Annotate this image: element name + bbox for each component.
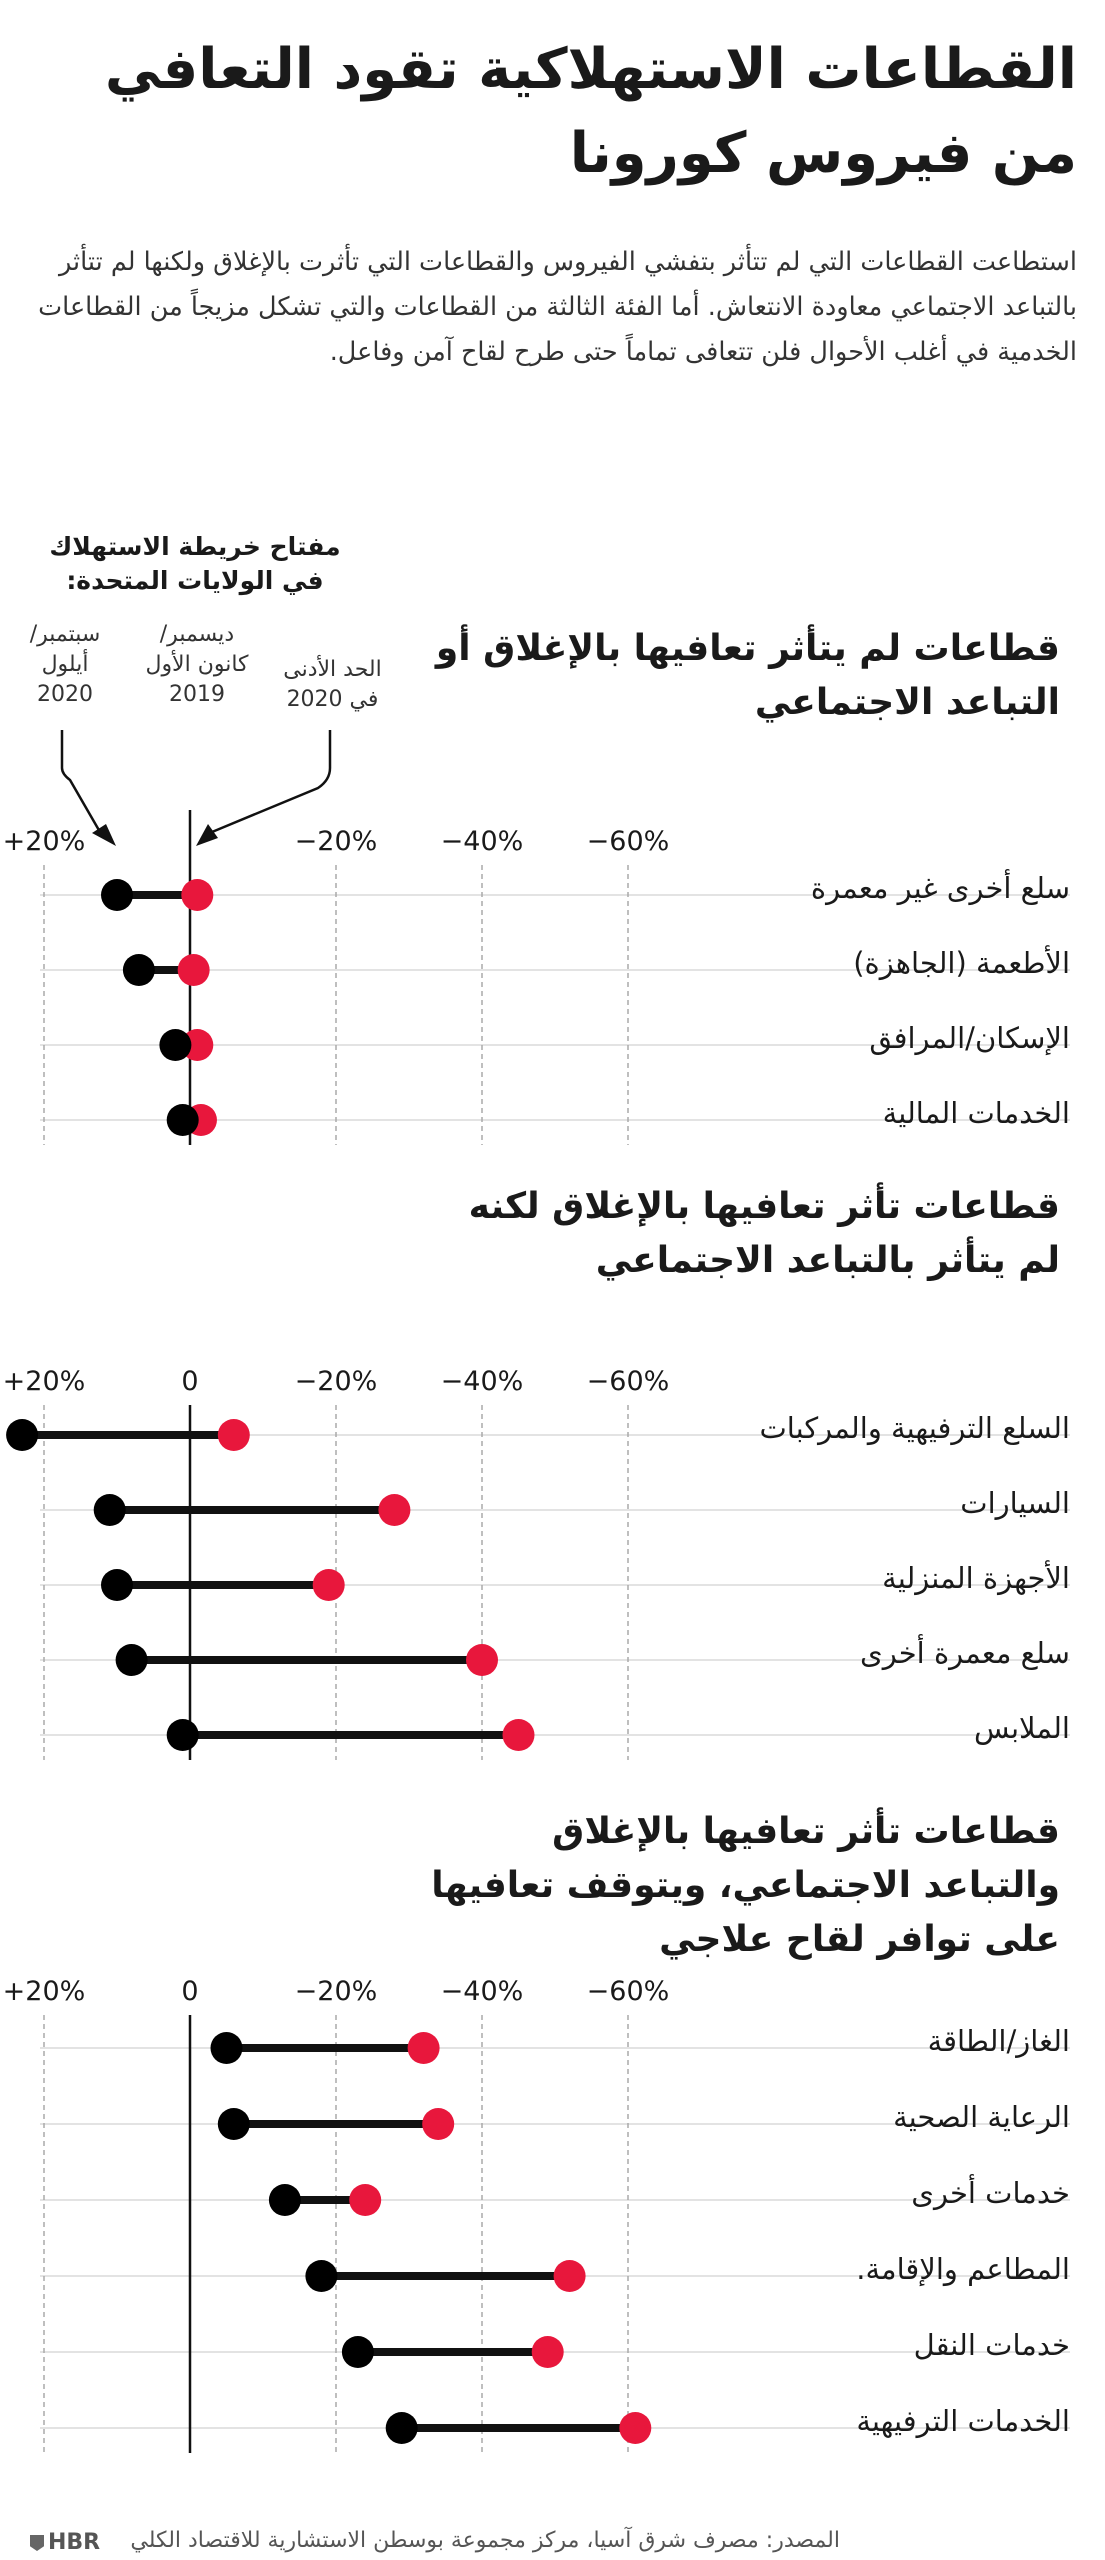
category-label: السلع الترفيهية والمركبات: [759, 1411, 1070, 1445]
category-label: المطاعم والإقامة.: [856, 2252, 1070, 2286]
point-september: [116, 1644, 148, 1676]
chart-panel-3: [0, 1960, 1105, 2450]
category-label: سلع أخرى غير معمرة: [810, 871, 1070, 905]
point-september: [101, 879, 133, 911]
category-label: الإسكان/المرافق: [869, 1021, 1070, 1055]
category-label: الخدمات المالية: [882, 1096, 1070, 1130]
tick-label: −20%: [294, 1366, 378, 1397]
category-label: الأطعمة (الجاهزة): [853, 946, 1070, 980]
category-label: خدمات أخرى: [911, 2176, 1070, 2210]
shield-icon: [30, 2535, 44, 2551]
chart-panel-2: [0, 1350, 1105, 1770]
point-september: [159, 1029, 191, 1061]
panel-2-title: قطاعات تأثر تعافيها بالإغلاق لكنه لم يتأثر بالتباعد الاجتماعي: [468, 1186, 1060, 1281]
point-september: [269, 2184, 301, 2216]
tick-label: −60%: [586, 826, 670, 857]
tick-label: −20%: [294, 826, 378, 857]
point-september: [386, 2412, 418, 2444]
category-label: السيارات: [960, 1486, 1070, 1520]
point-low: [503, 1719, 535, 1751]
tick-label: 0: [181, 1366, 199, 1397]
point-low: [554, 2260, 586, 2292]
tick-label: −40%: [440, 1366, 524, 1397]
point-low: [178, 954, 210, 986]
hbr-logo-text: HBR: [48, 2530, 101, 2555]
category-label: الملابس: [973, 1711, 1070, 1745]
panel-1-title: قطاعات لم يتأثر تعافيها بالإغلاق أو التباعد الاجتماعي: [435, 628, 1060, 723]
point-low: [619, 2412, 651, 2444]
source-note: المصدر: مصرف شرق آسيا، مركز مجموعة بوسطن الاستشارية للاقتصاد الكلي: [130, 2528, 840, 2553]
key-heading: مفتاح خريطة الاستهلاك في الولايات المتحدة:: [49, 532, 341, 595]
point-low: [313, 1569, 345, 1601]
point-september: [123, 954, 155, 986]
category-label: الخدمات الترفيهية: [856, 2404, 1070, 2438]
category-label: الغاز/الطاقة: [927, 2024, 1070, 2058]
tick-label: −60%: [586, 1976, 670, 2007]
point-september: [101, 1569, 133, 1601]
point-september: [305, 2260, 337, 2292]
tick-label: +20%: [2, 826, 86, 857]
point-september: [6, 1419, 38, 1451]
key-label-low: الحد الأدنى في 2020: [283, 657, 382, 712]
panel-3-title: قطاعات تأثر تعافيها بالإغلاق والتباعد الاجتماعي، ويتوقف تعافيها على توافر لقاح علاجي: [431, 1811, 1060, 1960]
point-low: [378, 1494, 410, 1526]
point-low: [422, 2108, 454, 2140]
tick-label: +20%: [2, 1366, 86, 1397]
category-label: الرعاية الصحية: [893, 2100, 1070, 2134]
tick-label: −40%: [440, 1976, 524, 2007]
category-label: خدمات النقل: [913, 2328, 1070, 2362]
tick-label: −60%: [586, 1366, 670, 1397]
tick-label: −20%: [294, 1976, 378, 2007]
point-september: [218, 2108, 250, 2140]
category-label: الأجهزة المنزلية: [882, 1561, 1070, 1595]
point-september: [167, 1104, 199, 1136]
category-label: سلع معمرة أخرى: [860, 1636, 1070, 1670]
point-low: [349, 2184, 381, 2216]
point-september: [211, 2032, 243, 2064]
tick-label: −40%: [440, 826, 524, 857]
point-september: [167, 1719, 199, 1751]
point-low: [181, 879, 213, 911]
point-september: [342, 2336, 374, 2368]
hbr-logo: [30, 2530, 100, 2555]
page-title: القطاعات الاستهلاكية تقود التعافي من فيروس كورونا: [104, 37, 1077, 186]
tick-label: +20%: [2, 1976, 86, 2007]
key-label-september: سبتمبر/ أيلول 2020: [29, 622, 101, 707]
key-label-december: ديسمبر/ كانون الأول 2019: [145, 622, 249, 707]
point-low: [218, 1419, 250, 1451]
point-low: [466, 1644, 498, 1676]
point-low: [532, 2336, 564, 2368]
chart-panel-1: [0, 810, 1105, 1140]
intro-text: استطاعت القطاعات التي لم تتأثر بتفشي الفيروس والقطاعات التي تأثرت بالإغلاق ولكنها لم تتأثر بالتباعد الاجتماعي معاودة الانتعاش. أما الفئة الثالثة من القطاعات والتي تشكل مزيجاً من القطاعات الخدمية في أغلب الأحوال فلن تتعافى تماماً حتى طرح لقاح آمن وفاعل.: [38, 247, 1077, 367]
tick-label: 0: [181, 1976, 199, 2007]
point-september: [94, 1494, 126, 1526]
point-low: [408, 2032, 440, 2064]
